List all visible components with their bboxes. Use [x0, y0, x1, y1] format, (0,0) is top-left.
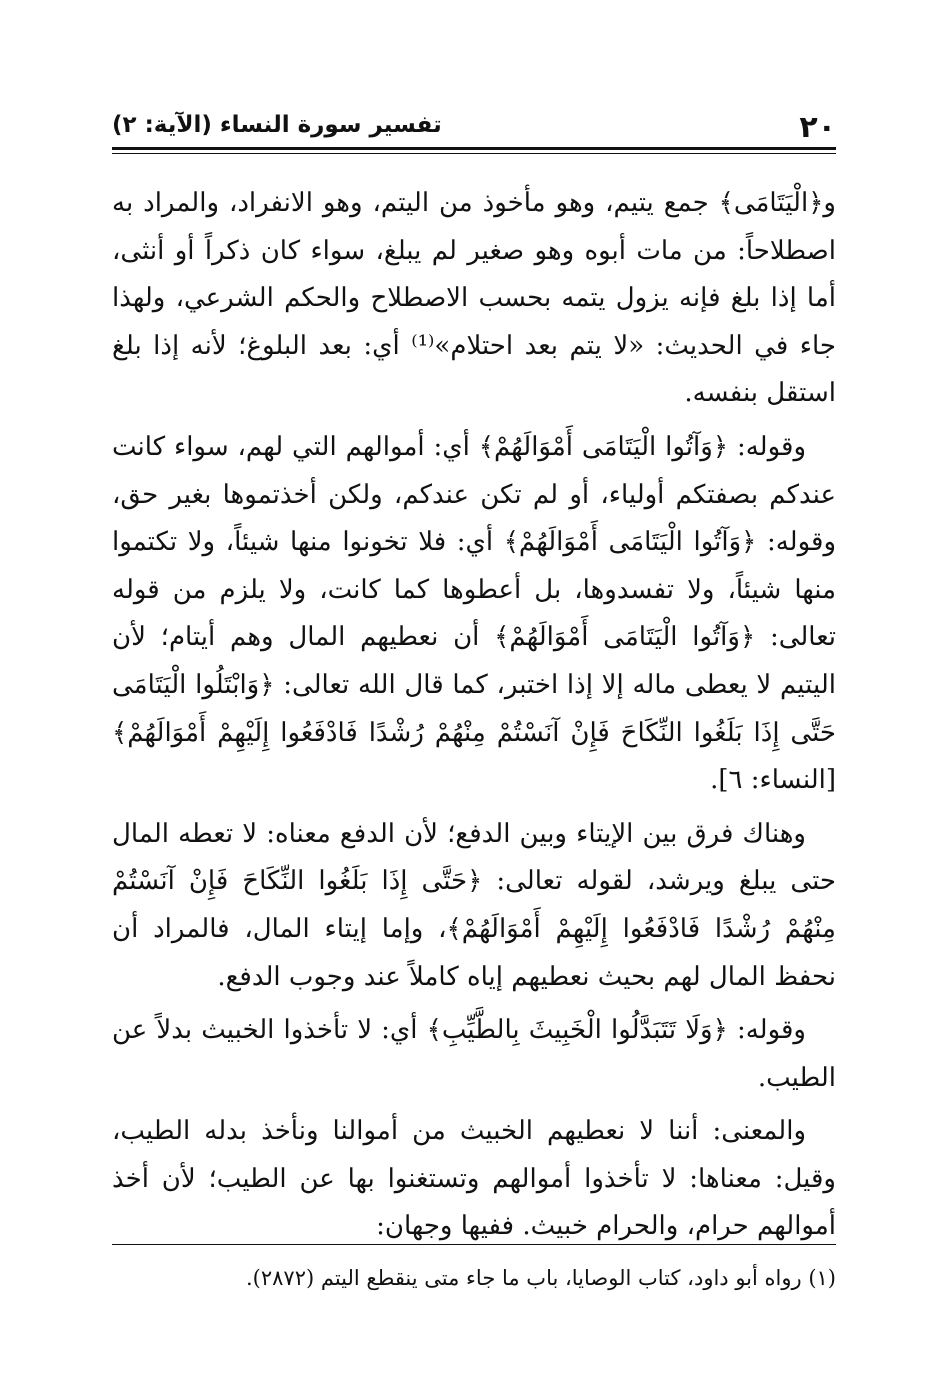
paragraph: والمعنى: أننا لا نعطيهم الخبيث من أموالنا ونأخذ بدله الطيب، وقيل: معناها: لا تأخذوا أموالهم وتستغنوا بها عن الطيب؛ لأن أخذ أموالهم حرام، والحرام خبيث. ففيها وجهان:: [112, 1116, 836, 1242]
header-rule-thick: [112, 147, 836, 150]
main-text: [112, 180, 836, 1257]
running-head: تفسير سورة النساء (الآية: ٢): [112, 112, 442, 138]
header-rule-thin: [112, 153, 836, 154]
footnote-rule: [112, 1244, 836, 1245]
page-header: [112, 100, 836, 150]
footnote: (١) رواه أبو داود، كتاب الوصايا، باب ما جاء متى ينقطع اليتم (٢٨٧٢).: [245, 1266, 836, 1290]
page-number: ٢٠: [799, 110, 836, 145]
paragraph: و﴿الْيَتَامَى﴾ جمع يتيم، وهو مأخوذ من اليتم، وهو الانفراد، والمراد به اصطلاحاً: من مات أبوه وهو صغير لم يبلغ، سواء كان ذكراً أو أنثى، أما إذا بلغ فإنه يزول يتمه بحسب الاصطلاح والحكم الشرعي، ولهذا جاء في الحديث: «لا يتم بعد احتلام»⁽¹⁾ أي: بعد البلوغ؛ لأنه إذا بلغ استقل بنفسه.: [112, 188, 836, 409]
paragraph: وقوله: ﴿وَلَا تَتَبَدَّلُوا الْخَبِيثَ بِالطَّيِّبِ﴾ أي: لا تأخذوا الخبيث بدلاً عن الطيب.: [112, 1015, 836, 1093]
paragraph: وهناك فرق بين الإيتاء وبين الدفع؛ لأن الدفع معناه: لا تعطه المال حتى يبلغ ويرشد، لقوله تعالى: ﴿حَتَّى إِذَا بَلَغُوا النِّكَاحَ فَإِنْ آنَسْتُمْ مِنْهُمْ رُشْدًا فَادْفَعُوا إِلَيْهِمْ أَمْوَالَهُمْ﴾، وإما إيتاء المال، فالمراد أن نحفظ المال لهم بحيث نعطيهم إياه كاملاً عند وجوب الدفع.: [112, 818, 836, 992]
paragraph: وقوله: ﴿وَآتُوا الْيَتَامَى أَمْوَالَهُمْ﴾ أي: أموالهم التي لهم، سواء كانت عندكم بصفتكم أولياء، أو لم تكن عندكم، ولكن أخذتموها بغير حق، وقوله: ﴿وَآتُوا الْيَتَامَى أَمْوَالَهُمْ﴾ أي: فلا تخونوا منها شيئاً، ولا تكتموا منها شيئاً، ولا تفسدوها، بل أعطوها كما كانت، ولا يلزم من قوله تعالى: ﴿وَآتُوا الْيَتَامَى أَمْوَالَهُمْ﴾ أن نعطيهم المال وهم أيتام؛ لأن اليتيم لا يعطى ماله إلا إذا اختبر، كما قال الله تعالى: ﴿وَابْتَلُوا الْيَتَامَى حَتَّى إِذَا بَلَغُوا النِّكَاحَ فَإِنْ آنَسْتُمْ مِنْهُمْ رُشْدًا فَادْفَعُوا إِلَيْهِمْ أَمْوَالَهُمْ﴾ [النساء: ٦].: [112, 431, 837, 796]
